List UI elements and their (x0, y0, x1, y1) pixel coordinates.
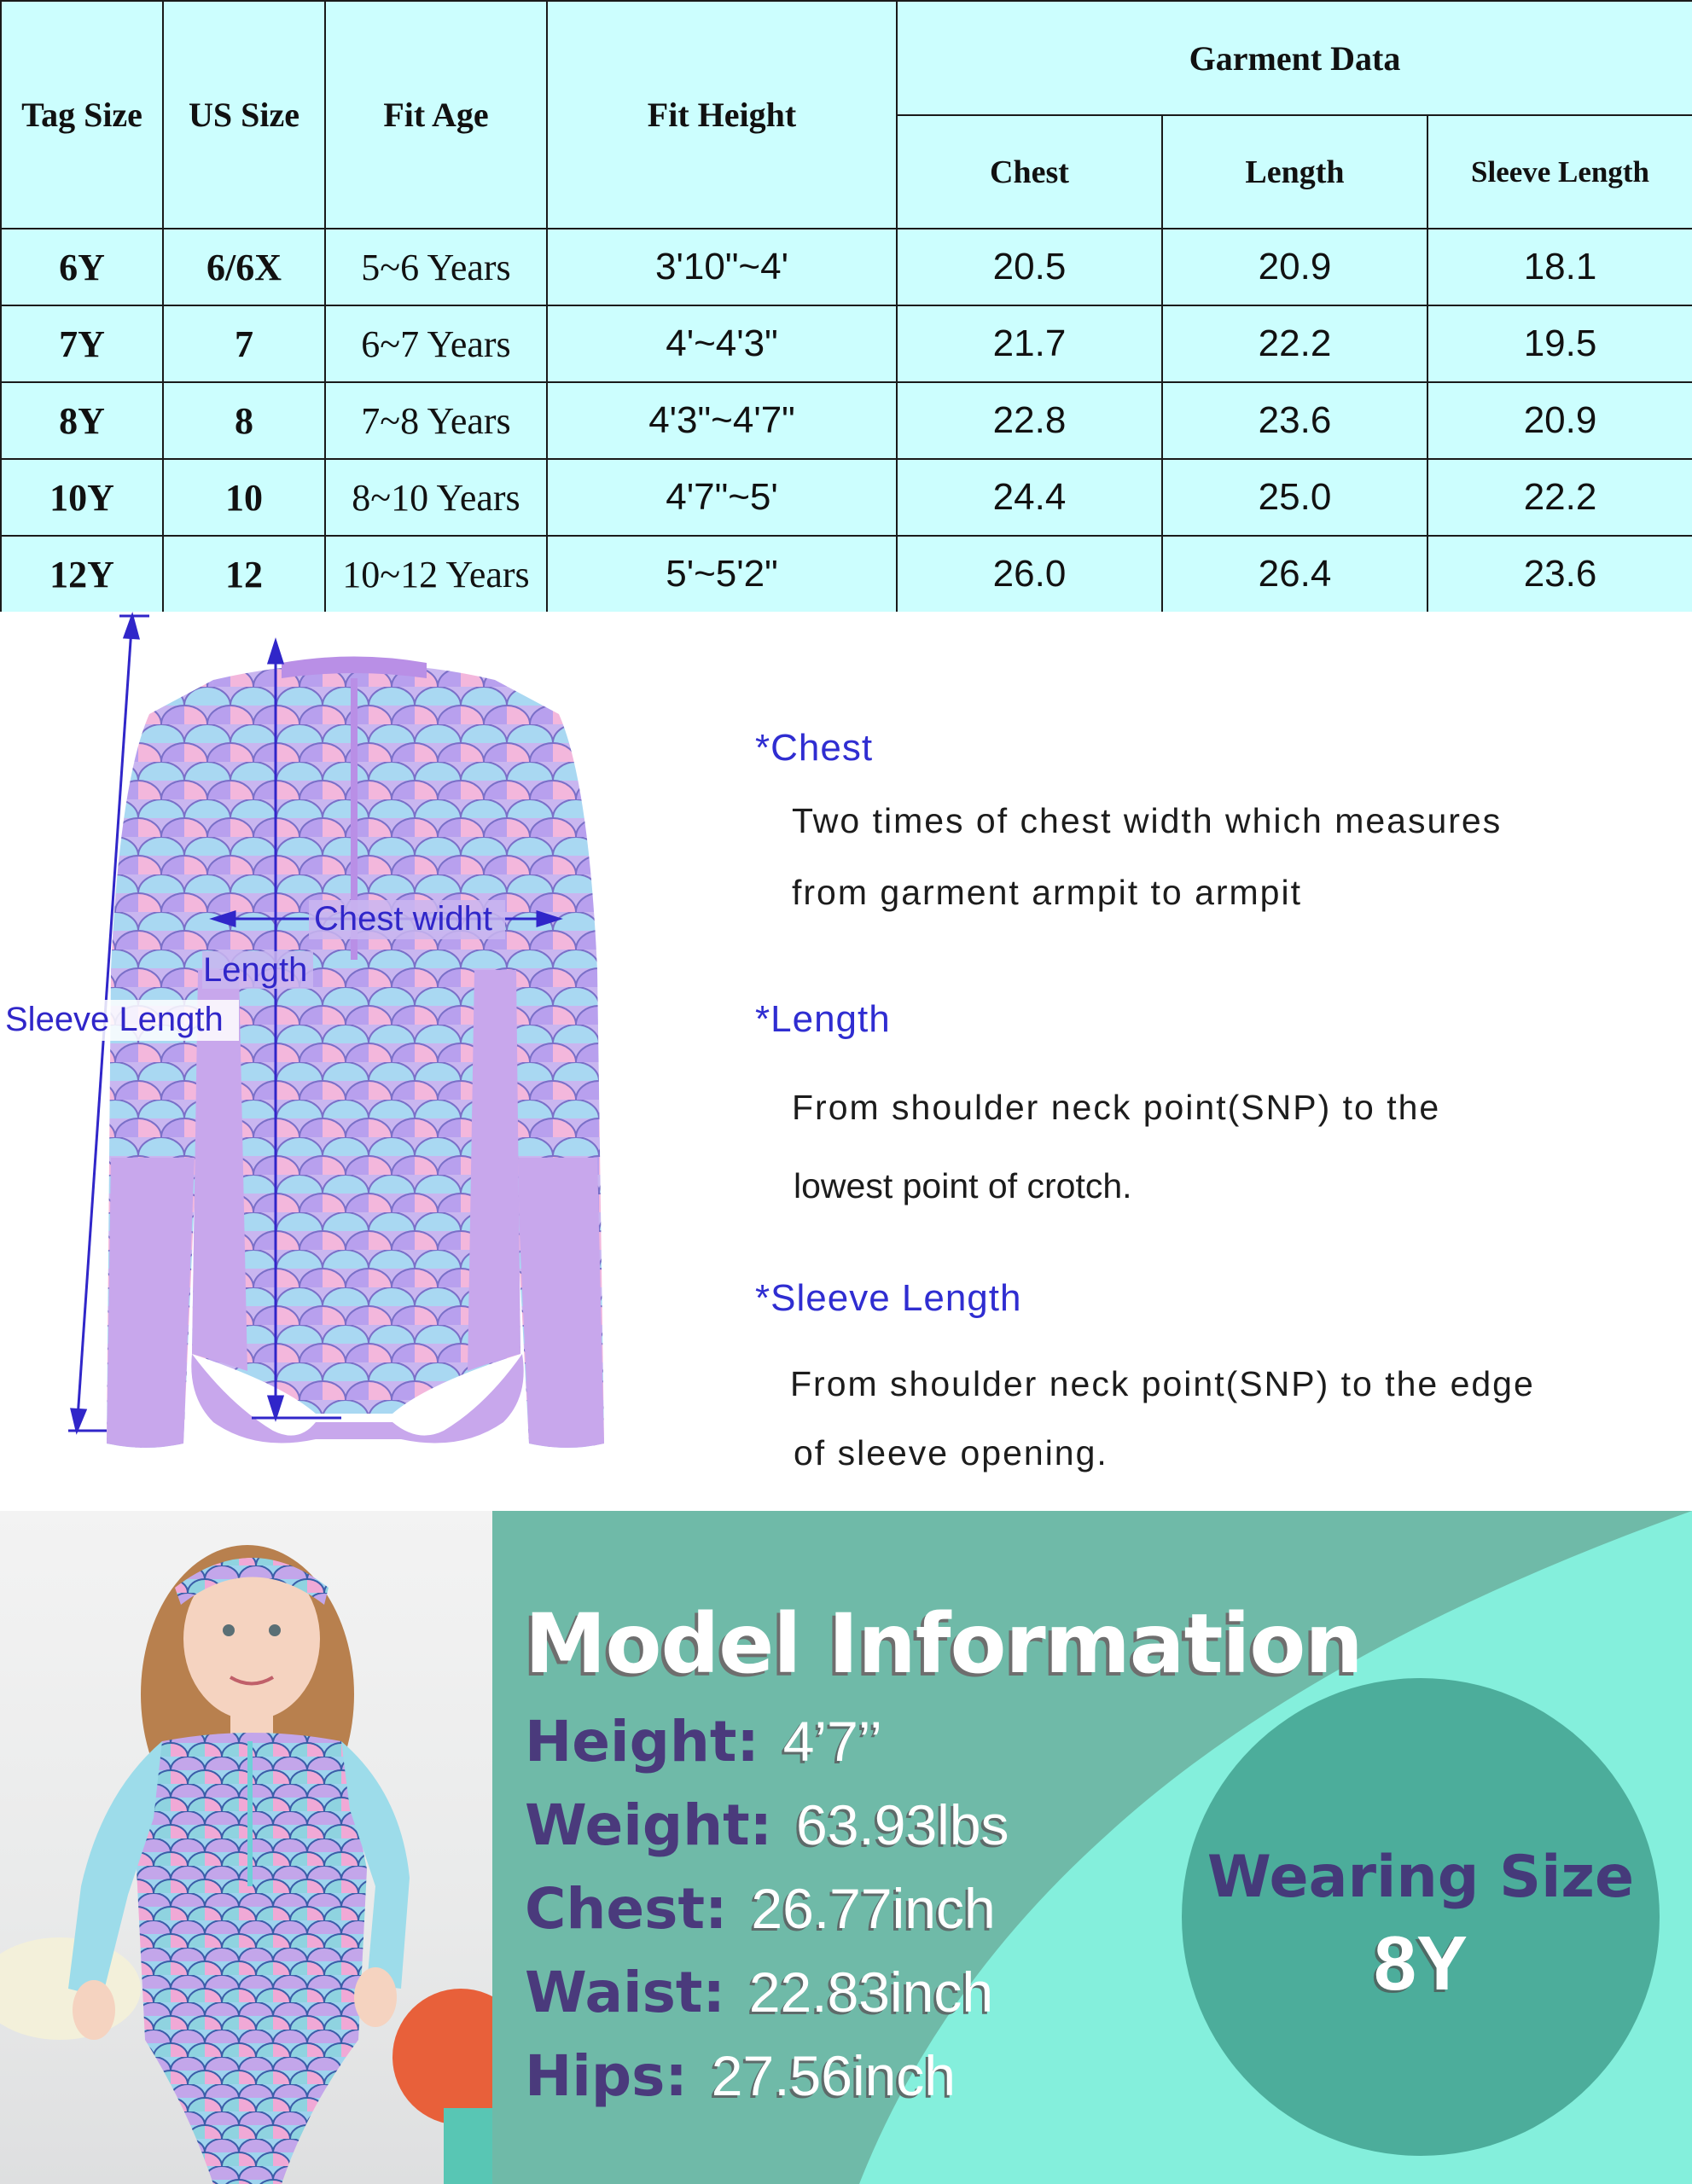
header-us-size: US Size (163, 1, 325, 229)
sleeve-definition-title: *Sleeve Length (755, 1277, 1022, 1319)
header-fit-height: Fit Height (547, 1, 897, 229)
wearing-size-value: 8Y (1373, 1921, 1468, 2007)
height-value: 4’7’’ (782, 1710, 883, 1773)
sleeve-definition-line: From shoulder neck point(SNP) to the edge (790, 1364, 1535, 1403)
us-size-cell: 12 (163, 536, 325, 613)
right-cuff-panel (516, 1158, 604, 1448)
length-cell: 23.6 (1162, 382, 1427, 459)
chest-cell: 22.8 (897, 382, 1162, 459)
waist-label: Waist: (525, 1960, 725, 2025)
header-sleeve-length: Sleeve Length (1427, 115, 1692, 229)
fit-height-cell: 4'~4'3" (547, 305, 897, 382)
chest-label: Chest: (525, 1876, 728, 1942)
us-size-cell: 7 (163, 305, 325, 382)
arrow-head (72, 1409, 85, 1431)
size-chart-table (0, 0, 1692, 613)
wearing-size-label: Wearing Size (1206, 1844, 1635, 1911)
sleeve-length-cell: 18.1 (1427, 229, 1692, 305)
hips-value: 27.56inch (711, 2044, 956, 2107)
chest-definition-title: *Chest (755, 727, 874, 769)
sleeve-length-cell: 19.5 (1427, 305, 1692, 382)
arrow-head (269, 642, 282, 663)
chest-definition-line: Two times of chest width which measures (792, 801, 1503, 840)
length-cell: 25.0 (1162, 459, 1427, 536)
chest-cell: 26.0 (897, 536, 1162, 613)
tag-size-cell: 7Y (1, 305, 163, 382)
right-side-panel (468, 970, 520, 1371)
header-chest: Chest (897, 115, 1162, 229)
length-definition-title: *Length (755, 998, 891, 1040)
weight-value: 63.93lbs (796, 1793, 1009, 1856)
model-hips-row (525, 2043, 956, 2109)
sleeve-definition-line: of sleeve opening. (794, 1433, 1108, 1472)
model-information-section (0, 1511, 1692, 2184)
fit-height-cell: 5'~5'2" (547, 536, 897, 613)
header-length: Length (1162, 115, 1427, 229)
length-definition-line: lowest point of crotch. (794, 1166, 1132, 1205)
fit-height-cell: 4'7"~5' (547, 459, 897, 536)
tag-size-cell: 8Y (1, 382, 163, 459)
length-cell: 22.2 (1162, 305, 1427, 382)
model-height-row (525, 1709, 882, 1774)
arrow-head (269, 1397, 282, 1418)
chest-definition-line: from garment armpit to armpit (792, 873, 1302, 912)
fit-age-cell: 6~7 Years (325, 305, 547, 382)
table-row (1, 382, 1692, 459)
fit-height-cell: 3'10"~4' (547, 229, 897, 305)
header-fit-age: Fit Age (325, 1, 547, 229)
length-cell: 20.9 (1162, 229, 1427, 305)
height-label: Height: (525, 1709, 759, 1774)
length-label: Length (203, 951, 308, 989)
table-row (1, 536, 1692, 613)
table-row (1, 305, 1692, 382)
us-size-cell: 6/6X (163, 229, 325, 305)
fit-height-cell: 4'3"~4'7" (547, 382, 897, 459)
length-definition-line: From shoulder neck point(SNP) to the (792, 1088, 1441, 1127)
chest-cell: 20.5 (897, 229, 1162, 305)
tag-size-cell: 10Y (1, 459, 163, 536)
chest-value: 26.77inch (751, 1877, 996, 1940)
fit-age-cell: 10~12 Years (325, 536, 547, 613)
model-waist-row (525, 1960, 993, 2025)
model-weight-row (525, 1792, 1009, 1858)
hips-label: Hips: (525, 2043, 688, 2109)
model-info-title: Model Information (525, 1596, 1363, 1692)
weight-label: Weight: (525, 1792, 773, 1858)
sleeve-length-cell: 20.9 (1427, 382, 1692, 459)
header-tag-size: Tag Size (1, 1, 163, 229)
left-cuff-panel (107, 1158, 195, 1448)
fit-age-cell: 5~6 Years (325, 229, 547, 305)
tag-size-cell: 6Y (1, 229, 163, 305)
sleeve-length-label: Sleeve Length (5, 1001, 224, 1038)
wearing-size-badge (1182, 1678, 1660, 2156)
us-size-cell: 10 (163, 459, 325, 536)
model-photo (0, 1511, 492, 2184)
swimsuit-illustration (0, 612, 700, 1511)
us-size-cell: 8 (163, 382, 325, 459)
arrow-head (125, 616, 138, 638)
length-cell: 26.4 (1162, 536, 1427, 613)
tag-size-cell: 12Y (1, 536, 163, 613)
sleeve-length-cell: 22.2 (1427, 459, 1692, 536)
chest-cell: 21.7 (897, 305, 1162, 382)
chest-width-label: Chest widht (314, 900, 492, 938)
chest-cell: 24.4 (897, 459, 1162, 536)
fit-age-cell: 7~8 Years (325, 382, 547, 459)
model-chest-row (525, 1876, 996, 1942)
table-row (1, 229, 1692, 305)
waist-value: 22.83inch (748, 1960, 994, 2024)
fit-age-cell: 8~10 Years (325, 459, 547, 536)
header-garment-data: Garment Data (897, 1, 1692, 115)
table-row (1, 459, 1692, 536)
sleeve-length-cell: 23.6 (1427, 536, 1692, 613)
measurement-diagram (0, 612, 1692, 1511)
